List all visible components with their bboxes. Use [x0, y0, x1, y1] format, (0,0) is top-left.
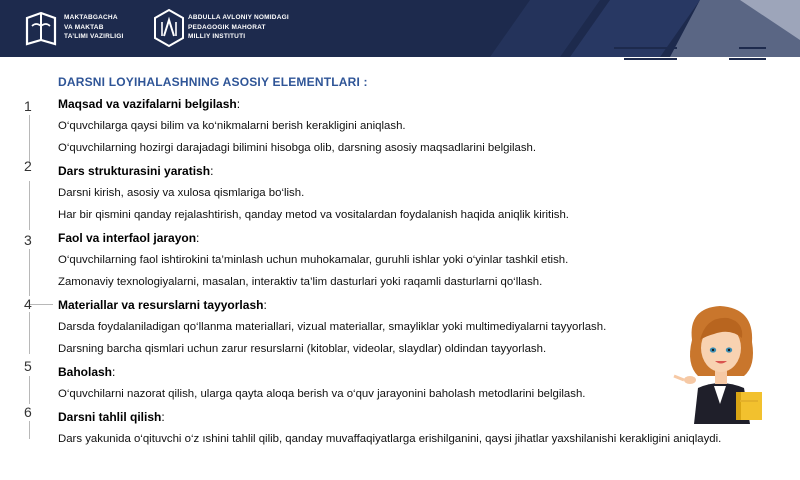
teacher-illustration [670, 300, 770, 425]
step-heading-colon: : [263, 298, 267, 312]
timeline-segment [29, 181, 30, 230]
ministry-name [64, 13, 124, 42]
step-number-5: 5 [24, 358, 32, 374]
decor-bar [624, 58, 677, 60]
institute-name [188, 13, 289, 42]
institute-name-line-1: ABDULLA AVLONIY NOMIDAGI [188, 14, 289, 21]
decor-bar [739, 47, 766, 49]
step-heading-text: Darsni tahlil qilish [58, 410, 162, 424]
ministry-name-line-1: MAKTABGACHA [64, 14, 118, 21]
step-2-line-2: Har bir qismini qanday rejalashtirish, qanday metod va vositalardan foydalanish haqida aniqlik kiritish. [58, 209, 569, 221]
step-3-line-2: Zamonaviy texnologiyalarni, masalan, interaktiv ta’lim dasturlari yoki raqamli dasturlarni qo‘llash. [58, 276, 543, 288]
timeline-segment [29, 312, 30, 354]
step-5-line-1: O‘quvchilarni nazorat qilish, ularga qayta aloqa berish va o‘quv jarayonini baholash metodlarini belgilash. [58, 388, 586, 400]
step-4-line-1: Darsda foydalaniladigan qo‘llanma materiallari, vizual materiallar, smayliklar yoki multimediyalarni tayyorlash. [58, 321, 607, 333]
step-heading-colon: : [196, 231, 200, 245]
step-heading-2 [58, 164, 213, 178]
step-number-3: 3 [24, 232, 32, 248]
decor-bar [614, 47, 677, 49]
institute-name-line-3: MILLIY INSTITUTI [188, 33, 246, 40]
step-heading-colon: : [236, 97, 241, 111]
step-heading-4 [58, 298, 267, 312]
step-6-line-1: Dars yakunida o‘qituvchi o‘z ıshini tahlil qilib, qanday muvaffaqiyatlarga erishilganini, qaysi jihatlar yaxshilanishi kerakligini aniqlaydi. [58, 433, 722, 445]
step-3-line-1: O‘quvchilarning faol ishtirokini ta’minlash uchun muhokamalar, guruhli ishlar yoki o‘yinlar tashkil etish. [58, 254, 569, 266]
page-title: DARSNI LOYIHALASHNING ASOSIY ELEMENTLARI : [58, 75, 368, 89]
step-heading-text: Faol va interfaol jarayon [58, 231, 197, 245]
step-heading-3 [58, 231, 199, 245]
ministry-name-line-3: TA’LIMI VAZIRLIGI [64, 33, 124, 40]
step-heading-5 [58, 365, 115, 379]
step-heading-6 [58, 410, 165, 424]
step-number-6: 6 [24, 404, 32, 420]
institute-name-line-2: PEDAGOGIK MAHORAT [188, 23, 266, 31]
step-number-2: 2 [24, 158, 32, 174]
step-heading-1 [58, 97, 240, 111]
step-1-line-2: O‘quvchilarning hozirgi darajadagi bilimini hisobga olib, darsning asosiy maqsadlarini belgilash. [58, 142, 537, 154]
step-number-4: 4 [24, 296, 32, 312]
step-2-line-1: Darsni kirish, asosiy va xulosa qismlariga bo‘lish. [58, 187, 305, 199]
step-heading-text: Dars strukturasini yaratish [58, 164, 211, 178]
institute-emblem-icon [153, 8, 185, 48]
step-heading-colon: : [112, 365, 116, 379]
timeline-segment [29, 249, 30, 296]
step-4-line-2: Darsning barcha qismlari uchun zarur resurslarni (kitoblar, videolar, slaydlar) oldindan tayyorlash. [58, 343, 547, 355]
step-heading-colon: : [210, 164, 214, 178]
timeline-segment [29, 376, 30, 404]
step-number-1: 1 [24, 98, 32, 114]
step-1-line-1: O‘quvchilarga qaysi bilim va ko‘nikmalarni berish kerakligini aniqlash. [58, 120, 406, 132]
step-heading-text: Baholash [58, 365, 113, 379]
open-book-icon [24, 8, 58, 48]
step-heading-text: Materiallar va resurslarni tayyorlash [58, 298, 264, 312]
decor-bar [729, 58, 766, 60]
ministry-name-line-2: VA MAKTAB [64, 23, 104, 31]
timeline-segment [29, 421, 30, 439]
header-bar [0, 0, 800, 57]
timeline-tick [29, 304, 53, 305]
timeline-segment [29, 115, 30, 163]
step-heading-text: Maqsad va vazifalarni belgilash [58, 97, 237, 111]
step-heading-colon: : [161, 410, 165, 424]
